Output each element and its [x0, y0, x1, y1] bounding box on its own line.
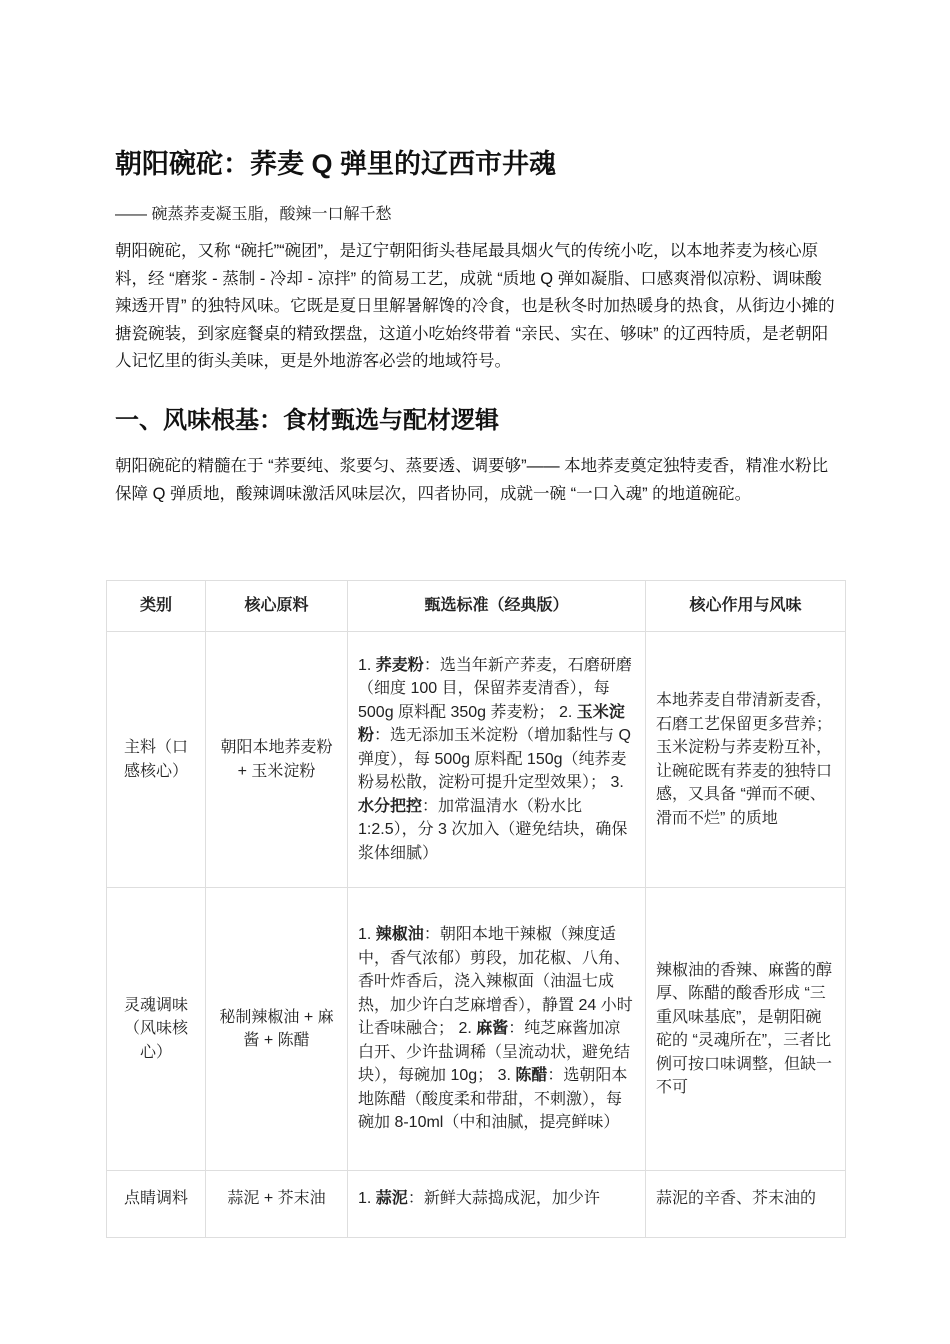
- ingredients-table: [106, 580, 846, 1238]
- header-category: 类别: [107, 581, 206, 632]
- cell-category: 主料（口感核心）: [107, 632, 206, 888]
- cell-material: 蒜泥 + 芥末油: [206, 1171, 348, 1238]
- cell-effect: 蒜泥的辛香、芥末油的: [646, 1171, 846, 1238]
- cell-standard: 1. 荞麦粉：选当年新产荞麦，石磨研磨（细度 100 目，保留荞麦清香），每 500g 原料配 350g 荞麦粉； 2. 玉米淀粉：选无添加玉米淀粉（增加黏性与 Q 弹度），每 500g 原料配 150g（纯荞麦粉易松散，淀粉可提升定型效果）； 3. 水分把控：加常温清水（粉水比 1:2.5），分 3 次加入（避免结块，确保浆体细腻）: [348, 632, 646, 888]
- page-subtitle: —— 碗蒸荞麦凝玉脂，酸辣一口解千愁: [115, 206, 392, 223]
- cell-standard: 1. 蒜泥：新鲜大蒜捣成泥，加少许: [348, 1171, 646, 1238]
- section-paragraph: 朝阳碗砣的精髓在于 “荞要纯、浆要匀、蒸要透、调要够”—— 本地荞麦奠定独特麦香，精准水粉比保障 Q 弹质地，酸辣调味激活风味层次，四者协同，成就一碗 “一口入魂” 的地道碗砣。: [115, 457, 829, 503]
- section-heading: 一、风味根基：食材甄选与配材逻辑: [115, 407, 499, 434]
- intro-paragraph: 朝阳碗砣，又称 “碗托”“碗团”，是辽宁朝阳街头巷尾最具烟火气的传统小吃，以本地荞麦为核心原料，经 “磨浆 - 蒸制 - 冷却 - 凉拌” 的简易工艺，成就 “质地 Q 弹如凝脂、口感爽滑似凉粉、调味酸辣透开胃” 的独特风味。它既是夏日里解暑解馋的冷食，也是秋冬时加热暖身的热食，从街边小摊的搪瓷碗装，到家庭餐桌的精致摆盘，这道小吃始终带着 “亲民、实在、够味” 的辽西特质，是老朝阳人记忆里的街头美味，更是外地游客必尝的地域符号。: [115, 242, 835, 370]
- table-row: [107, 888, 846, 1171]
- table-row: [107, 1171, 846, 1238]
- page-title: 朝阳碗砣：荞麦 Q 弹里的辽西市井魂: [115, 149, 557, 179]
- cell-effect: 本地荞麦自带清新麦香，石磨工艺保留更多营养；玉米淀粉与荞麦粉互补，让碗砣既有荞麦的独特口感，又具备 “弹而不硬、滑而不烂” 的质地: [646, 632, 846, 888]
- cell-category: 点睛调料: [107, 1171, 206, 1238]
- cell-effect: 辣椒油的香辣、麻酱的醇厚、陈醋的酸香形成 “三重风味基底”，是朝阳碗砣的 “灵魂所在”，三者比例可按口味调整，但缺一不可: [646, 888, 846, 1171]
- header-effect: 核心作用与风味: [646, 581, 846, 632]
- header-material: 核心原料: [206, 581, 348, 632]
- table-row: [107, 632, 846, 888]
- cell-standard: 1. 辣椒油：朝阳本地干辣椒（辣度适中，香气浓郁）剪段，加花椒、八角、香叶炸香后，浇入辣椒面（油温七成热，加少许白芝麻增香），静置 24 小时让香味融合； 2. 麻酱：纯芝麻酱加凉白开、少许盐调稀（呈流动状，避免结块），每碗加 10g； 3. 陈醋：选朝阳本地陈醋（酸度柔和带甜，不刺激），每碗加 8-10ml（中和油腻，提亮鲜味）: [348, 888, 646, 1171]
- table-header-row: [107, 581, 846, 632]
- cell-category: 灵魂调味（风味核心）: [107, 888, 206, 1171]
- cell-material: 秘制辣椒油 + 麻酱 + 陈醋: [206, 888, 348, 1171]
- header-standard: 甄选标准（经典版）: [348, 581, 646, 632]
- cell-material: 朝阳本地荞麦粉 + 玉米淀粉: [206, 632, 348, 888]
